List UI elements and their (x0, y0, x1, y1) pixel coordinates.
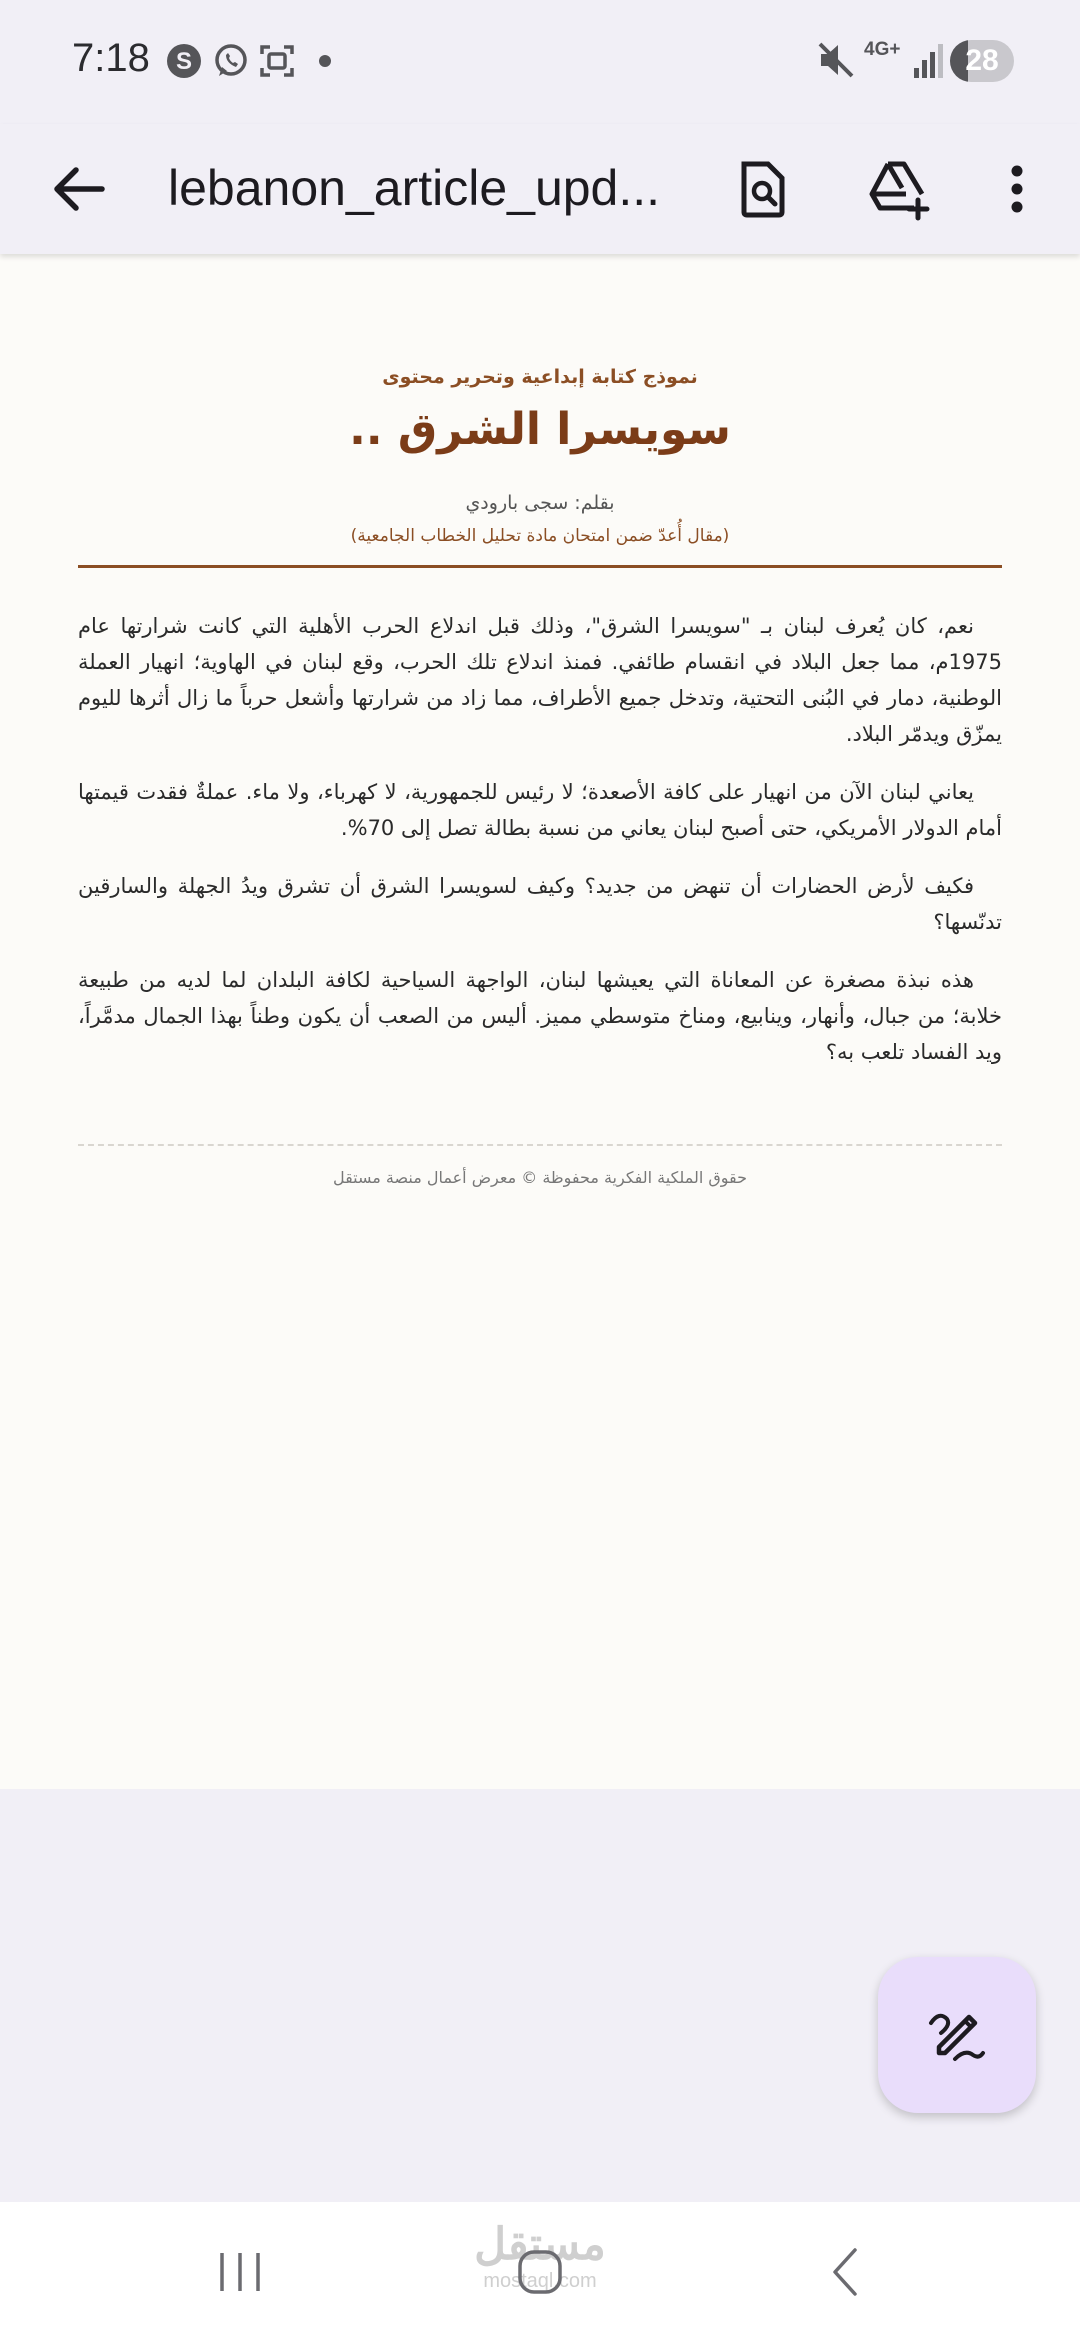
svg-text:S: S (175, 48, 193, 75)
network-type: 4G+ (864, 39, 901, 60)
paragraph-1: نعم، كان يُعرف لبنان بـ "سويسرا الشرق"، وذلك قبل اندلاع الحرب الأهلية التي كانت شرارتها عام 1975م، مما جعل البلاد في انقسام طائفي. فمنذ اندلاع تلك الحرب، وقع لبنان في الهاوية؛ انهيار العملة الوطنية، دمار في البُنى التحتية، وتدخل جميع الأطراف، مما زاد من شرارتها وأشعل حرباً ما زال أثرها لليوم يمزّق ويدمّر البلاد. (78, 614, 1002, 746)
find-in-document-button[interactable] (726, 152, 800, 226)
document-author: بقلم: سجى بارودي (465, 492, 615, 514)
battery-icon (950, 40, 1014, 82)
whatsapp-icon (212, 42, 250, 80)
document-note: (مقال أُعدّ ضمن امتحان مادة تحليل الخطاب الجامعية) (350, 526, 730, 546)
mute-icon (816, 40, 856, 80)
search-document-icon (732, 158, 794, 220)
back-arrow-icon[interactable] (44, 154, 114, 224)
status-time: 7:18 (72, 36, 150, 80)
document-body (78, 608, 1002, 1092)
more-vert-icon (992, 159, 1042, 219)
edit-pen-icon (925, 2003, 989, 2067)
watermark-arabic: مستقل (474, 2220, 606, 2269)
more-options-button[interactable] (980, 152, 1054, 226)
recents-button[interactable] (200, 2244, 280, 2300)
signal-icon (912, 40, 946, 80)
document-eyebrow: نموذج كتابة إبداعية وتحرير محتوى (382, 366, 698, 388)
add-to-drive-icon (866, 156, 932, 222)
edit-fab[interactable] (878, 1957, 1036, 2113)
document-heading: سويسرا الشرق .. (349, 404, 731, 455)
paragraph-3: فكيف لأرض الحضارات أن تنهض من جديد؟ وكيف لسويسرا الشرق أن تشرق ويدُ الجهلة والسارقين تدنّسها؟ (78, 874, 1002, 934)
navigation-bar (0, 2202, 1080, 2340)
back-icon (821, 2244, 871, 2300)
status-bar (0, 0, 1080, 124)
recents-icon (212, 2247, 268, 2297)
home-button[interactable] (500, 2244, 580, 2300)
paragraph-4: هذه نبذة مصغرة عن المعاناة التي يعيشها لبنان، الواجهة السياحية لكافة البلدان لما لديه من طبيعة خلابة؛ من جبال، وأنهار، وينابيع، ومناخ متوسطي مميز. أليس من الصعب أن يكون وطناً بهذا الجمال مدمَّراً، ويد الفساد تلعب به؟ (78, 968, 1002, 1064)
paragraph-2: يعاني لبنان الآن من انهيار على كافة الأصعدة؛ لا رئيس للجمهورية، لا كهرباء، ولا ماء. عملةٌ فقدت قيمتها أمام الدولار الأمريكي، حتى أصبح لبنان يعاني من نسبة بطالة تصل إلى 70%. (78, 780, 1002, 840)
screenshot-icon (258, 42, 296, 80)
heading-divider (78, 565, 1002, 568)
watermark-latin: mostaql.com (483, 2270, 597, 2292)
skype-icon (165, 42, 203, 80)
home-icon (512, 2244, 568, 2300)
document-footer: حقوق الملكية الفكرية محفوظة © معرض أعمال منصة مستقل (332, 1168, 748, 1187)
battery-level: 28 (965, 44, 999, 77)
dot-icon (310, 42, 348, 80)
document-title: lebanon_article_upd... (168, 160, 661, 216)
app-bar (0, 124, 1080, 254)
add-to-drive-button[interactable] (862, 152, 936, 226)
document-page[interactable] (0, 254, 1080, 1789)
footer-divider (78, 1144, 1002, 1146)
system-back-button[interactable] (806, 2244, 886, 2300)
